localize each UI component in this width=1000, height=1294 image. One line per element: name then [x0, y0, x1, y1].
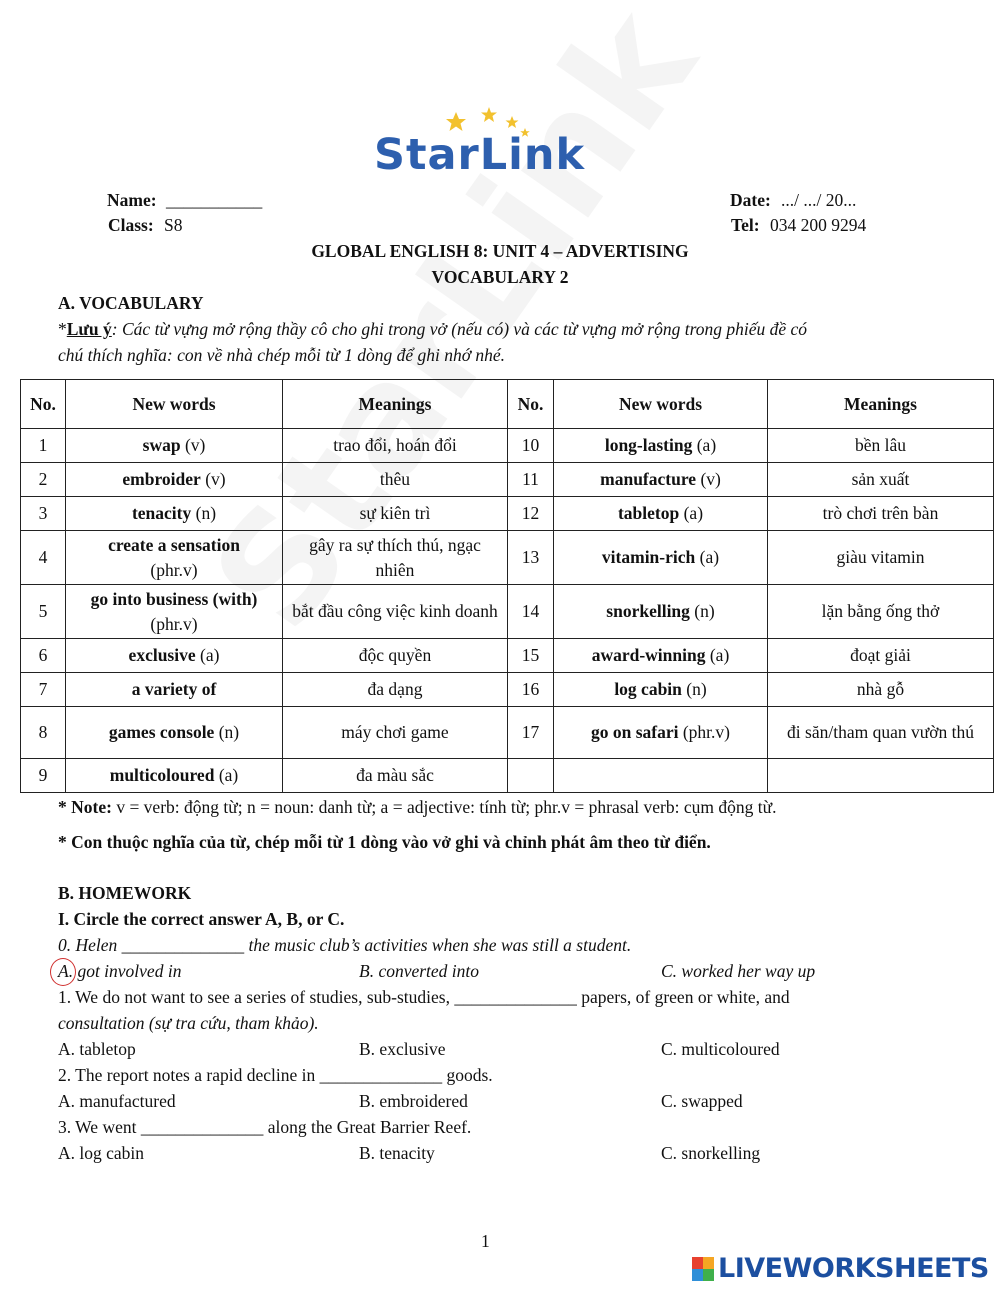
date-label: Date: [730, 190, 771, 210]
name-label: Name: [107, 190, 157, 210]
word: go into business (with) [90, 589, 258, 609]
q3-option-c[interactable]: C. snorkelling [661, 1143, 761, 1163]
part-of-speech: (a) [679, 503, 704, 524]
cell-word [554, 585, 768, 639]
cell-meaning [283, 585, 508, 639]
word: games console [108, 722, 215, 743]
meaning: máy chơi game [341, 722, 449, 743]
word: swap [142, 435, 181, 456]
section-b-heading: B. HOMEWORK [58, 883, 192, 903]
row-number: 7 [38, 679, 48, 700]
cell-number [21, 759, 66, 793]
table-header-row [21, 380, 994, 429]
part-of-speech: (a) [695, 547, 720, 568]
meaning: bắt đầu công việc kinh doanh [292, 601, 498, 622]
part-of-speech: (n) [689, 601, 715, 622]
date-value: .../ .../ 20... [781, 190, 857, 210]
word: manufacture [600, 469, 697, 490]
header-no: No. [508, 380, 554, 429]
cell-number [21, 673, 66, 707]
word: vitamin-rich [601, 547, 696, 568]
table-row [21, 429, 994, 463]
note-line-1 [58, 319, 807, 340]
cell-number [508, 531, 554, 585]
part-of-speech: (phr.v) [150, 559, 198, 580]
example-option-c[interactable]: C. worked her way up [661, 961, 816, 981]
cell-word [66, 673, 283, 707]
part-of-speech: (v) [180, 435, 206, 456]
meaning: gây ra sự thích thú, ngạc nhiên [309, 535, 481, 580]
cell-word [554, 707, 768, 759]
tel-label: Tel: [731, 215, 760, 235]
cell-meaning [283, 759, 508, 793]
cell-word [554, 673, 768, 707]
cell-word [66, 639, 283, 673]
word: snorkelling [606, 601, 690, 622]
part-of-speech: (a) [195, 645, 220, 666]
cell-meaning [768, 531, 994, 585]
q1-option-a[interactable]: A. tabletop [58, 1039, 136, 1059]
meaning: giàu vitamin [836, 547, 925, 568]
cell-word [66, 759, 283, 793]
cell-word [66, 585, 283, 639]
header-meanings: Meanings [283, 380, 508, 429]
word: multicoloured [109, 765, 215, 786]
cell-meaning [768, 673, 994, 707]
q2-option-c[interactable]: C. swapped [661, 1091, 743, 1111]
note-label: * Note: [58, 797, 112, 817]
table-row [21, 531, 994, 585]
cell-word [554, 497, 768, 531]
table-row [21, 497, 994, 531]
row-number: 12 [521, 503, 540, 524]
table-row [21, 463, 994, 497]
part-of-speech: (a) [214, 765, 239, 786]
part-of-speech: (a) [692, 435, 717, 456]
cell-word [554, 429, 768, 463]
meaning: đa màu sắc [356, 765, 434, 786]
header-meanings: Meanings [768, 380, 994, 429]
q1-option-b[interactable]: B. exclusive [359, 1039, 446, 1059]
word: exclusive [128, 645, 196, 666]
note-line-2: chú thích nghĩa: con về nhà chép mỗi từ 1 dòng để ghi nhớ nhé. [58, 345, 506, 365]
page-title: GLOBAL ENGLISH 8: UNIT 4 – ADVERTISING [311, 241, 689, 261]
part-of-speech: (v) [200, 469, 226, 490]
q1-option-c[interactable]: C. multicoloured [661, 1039, 780, 1059]
meaning: sản xuất [851, 469, 910, 490]
cell-meaning [283, 429, 508, 463]
cell-word [66, 531, 283, 585]
question-1: 1. We do not want to see a series of studies, sub-studies, ______________ papers, of green or white, and [58, 987, 790, 1007]
row-number: 11 [522, 469, 539, 490]
vocabulary-table [20, 379, 994, 793]
cell-number [21, 639, 66, 673]
cell-word [554, 639, 768, 673]
note-instruction: * Con thuộc nghĩa của từ, chép mỗi từ 1 dòng vào vở ghi và chỉnh phát âm theo từ điển. [58, 832, 711, 852]
cell-number [508, 639, 554, 673]
cell-number [508, 585, 554, 639]
word: long-lasting [604, 435, 693, 456]
row-number: 15 [521, 645, 540, 666]
word: go on safari [590, 722, 679, 743]
row-number: 9 [38, 765, 48, 786]
cell-meaning [283, 673, 508, 707]
cell-meaning [768, 429, 994, 463]
part-of-speech: (n) [214, 722, 240, 743]
meaning: nhà gỗ [856, 679, 905, 700]
word: award-winning [591, 645, 706, 666]
row-number: 8 [38, 722, 48, 743]
cell-meaning [283, 497, 508, 531]
part-of-speech: (v) [696, 469, 721, 490]
cell-meaning [768, 639, 994, 673]
note-text-1: : Các từ vựng mở rộng thầy cô cho ghi trong vở (nếu có) và các từ vựng mở rộng trong phiếu đề có [111, 319, 808, 339]
row-number: 10 [521, 435, 540, 456]
page-subtitle: VOCABULARY 2 [431, 267, 569, 287]
row-number: 2 [38, 469, 48, 490]
row-number: 3 [38, 503, 48, 524]
table-row [21, 707, 994, 759]
word: create a sensation [108, 535, 240, 555]
page-number: 1 [481, 1231, 490, 1251]
example-option-b[interactable]: B. converted into [359, 961, 480, 981]
name-field[interactable]: ___________ [166, 190, 263, 210]
question-1-cont: consultation (sự tra cứu, tham khảo). [58, 1013, 319, 1033]
cell-meaning [768, 585, 994, 639]
header-no: No. [21, 380, 66, 429]
cell-number [21, 707, 66, 759]
cell-number [508, 759, 554, 793]
meaning: đoạt giải [850, 645, 911, 666]
q3-option-b[interactable]: B. tenacity [359, 1143, 435, 1163]
table-row [21, 759, 994, 793]
class-label: Class: [108, 215, 154, 235]
tel-value: 034 200 9294 [770, 215, 867, 235]
row-number: 4 [38, 547, 48, 568]
meaning: trao đổi, hoán đổi [333, 435, 457, 456]
part-of-speech: (n) [191, 503, 217, 524]
meaning: sự kiên trì [359, 503, 431, 524]
example-option-a[interactable]: A. got involved in [58, 961, 182, 981]
liveworksheets-icon [692, 1257, 714, 1281]
cell-number [508, 707, 554, 759]
cell-meaning [283, 531, 508, 585]
cell-meaning [768, 463, 994, 497]
table-row [21, 639, 994, 673]
starlink-logo [372, 104, 602, 184]
logo-text: StarLink [374, 130, 586, 180]
meaning: thêu [379, 469, 411, 490]
cell-number [21, 531, 66, 585]
cell-word [554, 463, 768, 497]
cell-word [554, 531, 768, 585]
meaning: bền lâu [854, 435, 907, 456]
cell-number [508, 463, 554, 497]
cell-meaning [283, 707, 508, 759]
word: a variety of [131, 679, 217, 700]
row-number: 14 [521, 601, 540, 622]
cell-meaning [283, 639, 508, 673]
cell-number [508, 429, 554, 463]
cell-word [66, 707, 283, 759]
table-row [21, 585, 994, 639]
header-new-words: New words [66, 380, 283, 429]
question-3: 3. We went ______________ along the Great Barrier Reef. [58, 1117, 472, 1137]
note-prefix: * [58, 319, 67, 339]
row-number: 1 [38, 435, 48, 456]
class-value: S8 [164, 215, 183, 235]
cell-number [508, 673, 554, 707]
cell-word [554, 759, 768, 793]
meaning: đa dạng [367, 679, 423, 700]
cell-meaning [283, 463, 508, 497]
part-of-speech: (n) [681, 679, 707, 700]
cell-number [21, 585, 66, 639]
word: embroider [122, 469, 201, 490]
part-of-speech: (a) [705, 645, 730, 666]
cell-word [66, 497, 283, 531]
cell-number [21, 429, 66, 463]
note-text: v = verb: động từ; n = noun: danh từ; a = adjective: tính từ; phr.v = phrasal verb: cụm động từ. [111, 797, 777, 817]
note-label: Lưu ý [66, 319, 112, 339]
meaning: độc quyền [358, 645, 432, 666]
word: tabletop [617, 503, 680, 524]
meaning: trò chơi trên bàn [822, 503, 939, 524]
row-number: 16 [521, 679, 540, 700]
table-row [21, 673, 994, 707]
meaning: lặn bằng ống thở [821, 601, 940, 622]
question-2: 2. The report notes a rapid decline in ______________ goods. [58, 1065, 493, 1085]
cell-number [21, 463, 66, 497]
q2-option-b[interactable]: B. embroidered [359, 1091, 468, 1111]
liveworksheets-text: LIVEWORKSHEETS [718, 1253, 989, 1284]
part-of-speech: (phr.v) [150, 613, 198, 634]
cell-word [66, 463, 283, 497]
word: tenacity [131, 503, 192, 524]
cell-number [21, 497, 66, 531]
note-abbreviations [58, 797, 776, 818]
word: log cabin [614, 679, 682, 700]
section-a-heading: A. VOCABULARY [58, 293, 204, 313]
row-number: 5 [38, 601, 48, 622]
row-number: 17 [521, 722, 540, 743]
cell-word [66, 429, 283, 463]
cell-meaning [768, 497, 994, 531]
part-1-title: I. Circle the correct answer A, B, or C. [58, 909, 345, 929]
meaning: đi săn/tham quan vườn thú [787, 722, 974, 743]
q3-option-a[interactable]: A. log cabin [58, 1143, 145, 1163]
cell-meaning [768, 707, 994, 759]
row-number: 13 [521, 547, 540, 568]
header-new-words: New words [554, 380, 768, 429]
row-number: 6 [38, 645, 48, 666]
example-question: 0. Helen ______________ the music club’s activities when she was still a student. [58, 935, 632, 955]
cell-meaning [768, 759, 994, 793]
cell-number [508, 497, 554, 531]
q2-option-a[interactable]: A. manufactured [58, 1091, 176, 1111]
part-of-speech: (phr.v) [678, 722, 731, 743]
